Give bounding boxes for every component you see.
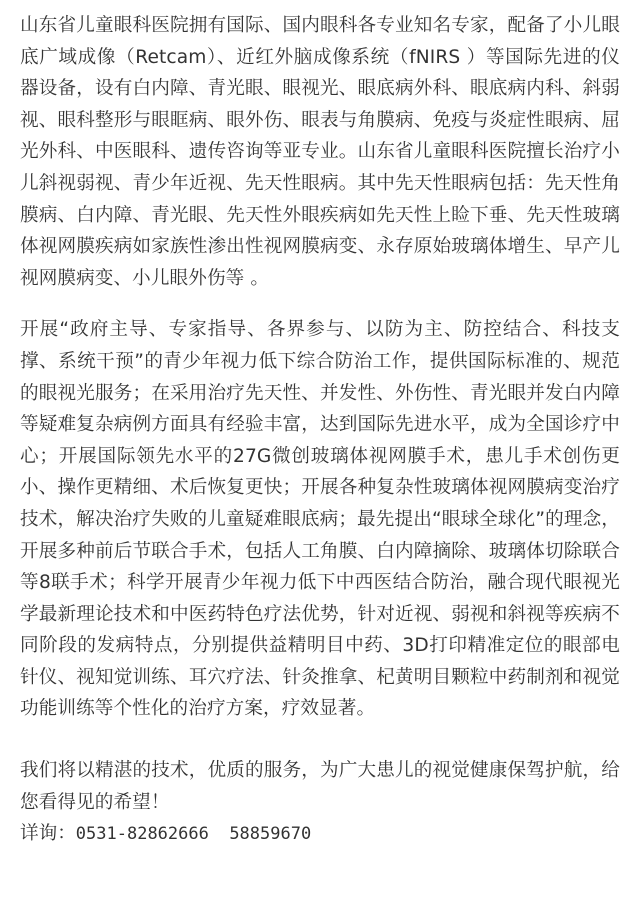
paragraph-hospital-intro: 山东省儿童眼科医院拥有国际、国内眼科各专业知名专家，配备了小儿眼底广域成像（Retcam）、近红外脑成像系统（fNIRS ）等国际先进的仪器设备，设有白内障、青光眼、眼视光、眼底病外科、眼底病内科、斜弱视、眼科整形与眼眶病、眼外伤、眼表与角膜病、免疫与炎症性眼病、屈光外科、中医眼科、遗传咨询等亚专业。山东省儿童眼科医院擅长治疗小儿斜视弱视、青少年近视、先天性眼病。其中先天性眼病包括：先天性角膜病、白内障、青光眼、先天性外眼疾病如先天性上睑下垂、先天性玻璃体视网膜疾病如家族性渗出性视网膜病变、永存原始玻璃体增生、早产儿视网膜病变、小儿眼外伤等 。 (20, 15, 620, 289)
paragraph-closing: 我们将以精湛的技术，优质的服务，为广大患儿的视觉健康保驾护航，给您看得见的希望！ (20, 760, 620, 813)
contact-line (20, 818, 620, 851)
contact-label: 详询： (20, 823, 76, 845)
paragraph-services: 开展“政府主导、专家指导、各界参与、以防为主、防控结合、科技支撑、系统干预”的青少年视力低下综合防治工作，提供国际标准的、规范的眼视光服务；在采用治疗先天性、并发性、外伤性、青光眼并发白内障等疑难复杂病例方面具有经验丰富，达到国际先进水平，成为全国诊疗中心；开展国际领先水平的27G微创玻璃体视网膜手术，患儿手术创伤更小、操作更精细、术后恢复更快；开展各种复杂性玻璃体视网膜病变治疗技术，解决治疗失败的儿童疑难眼底病；最先提出“眼球全球化”的理念，开展多种前后节联合手术，包括人工角膜、白内障摘除、玻璃体切除联合等8联手术；科学开展青少年视力低下中西医结合防治，融合现代眼视光学最新理论技术和中医药特色疗法优势，针对近视、弱视和斜视等疾病不同阶段的发病特点，分别提供益精明目中药、3D打印精准定位的眼部电针仪、视知觉训练、耳穴疗法、针灸推拿、杞黄明目颗粒中药制剂和视觉功能训练等个性化的治疗方案，疗效显著。 (20, 319, 620, 720)
contact-phone-numbers: 0531-82862666 58859670 (75, 824, 312, 845)
